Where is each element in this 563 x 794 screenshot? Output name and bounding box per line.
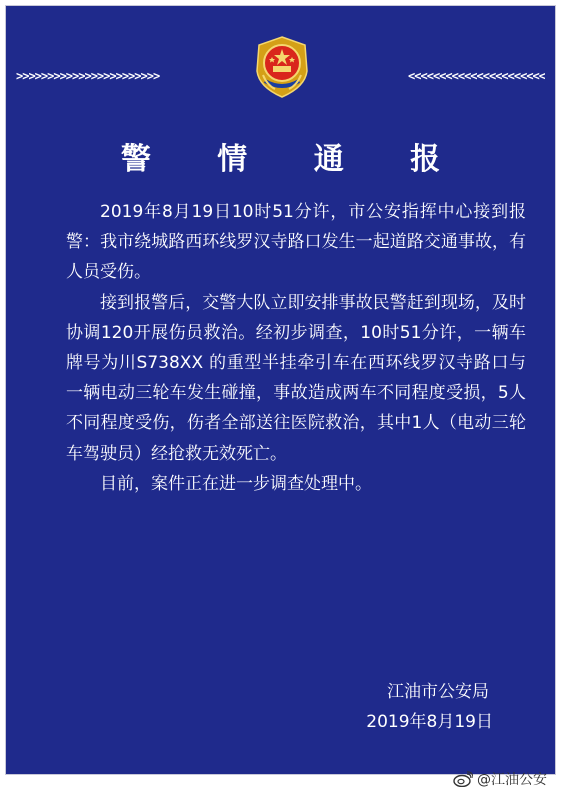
issue-date: 2019年8月19日 [366,712,493,732]
notice-title: 警 情 通 报 [120,142,469,177]
issuer-name: 江油市公安局 [387,682,489,702]
paragraph-details: 接到报警后，交警大队立即安排事故民警赶到现场，及时协调120开展伤员救治。经初步调查，10时51分许，一辆车牌号为川S738XX 的重型半挂牵引车在西环线罗汉寺路口与一辆电动三轮车发生碰撞，事故造成两车不同程度受损，5人不同程度受伤，伤者全部送往医院救治，其中1人（电动三轮车驾驶员）经抢救无效死亡。 [66,292,526,464]
notice-panel [5,5,556,775]
chevron-band-right: <<<<<<<<<<<<<<<<<<<<<< [408,69,545,83]
weibo-watermark [453,769,547,789]
chevron-band-left: >>>>>>>>>>>>>>>>>>>>>>> [16,69,160,83]
paragraph-report: 2019年8月19日10时51分许，市公安指挥中心接到报警：我市绕城路西环线罗汉寺路口发生一起道路交通事故，有人员受伤。 [66,202,526,283]
police-emblem-icon [253,35,311,99]
weibo-handle: @江油公安 [477,772,547,788]
paragraph-status: 目前，案件正在进一步调查处理中。 [100,473,372,494]
weibo-icon [453,771,473,787]
notice-body [66,197,526,499]
